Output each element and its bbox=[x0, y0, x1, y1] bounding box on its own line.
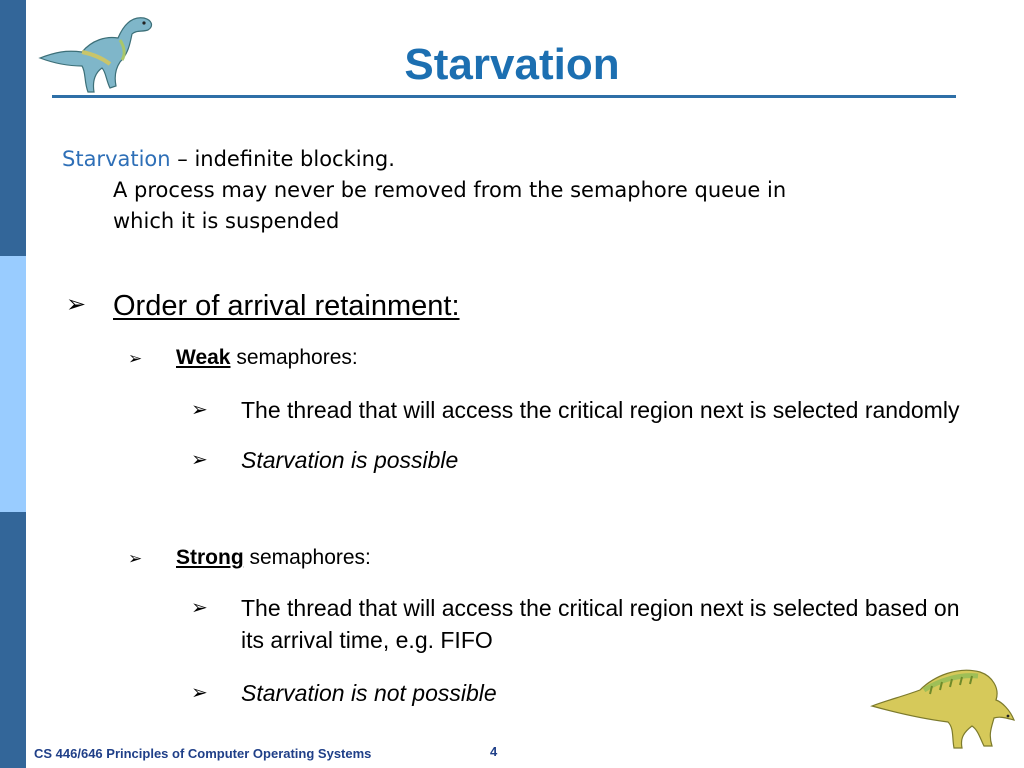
order-heading: Order of arrival retainment: bbox=[113, 290, 460, 322]
strong-label: semaphores: bbox=[243, 546, 371, 569]
definition-term: Starvation bbox=[62, 147, 171, 171]
definition-block bbox=[62, 144, 992, 237]
arrow-bullet-icon: ➢ bbox=[66, 291, 87, 318]
page-number: 4 bbox=[490, 744, 498, 759]
weak-keyword: Weak bbox=[176, 346, 231, 369]
dinosaur-crouching-icon bbox=[868, 660, 1018, 750]
strong-keyword: Strong bbox=[176, 546, 244, 569]
weak-label: semaphores: bbox=[230, 346, 358, 369]
title-underline bbox=[52, 95, 956, 98]
definition-text: – indefinite blocking. bbox=[170, 147, 395, 171]
arrow-bullet-icon: ➢ bbox=[191, 597, 208, 619]
strong-item-2-text: Starvation is not possible bbox=[241, 680, 497, 706]
side-bar-bottom bbox=[0, 512, 26, 768]
slide-title: Starvation bbox=[404, 40, 620, 89]
arrow-bullet-icon: ➢ bbox=[191, 399, 208, 421]
weak-item-2-text: Starvation is possible bbox=[241, 447, 459, 473]
arrow-bullet-icon: ➢ bbox=[128, 549, 143, 568]
strong-item-1-text: The thread that will access the critical region next is selected based on its arrival time, e.g. FIFO bbox=[241, 595, 960, 653]
definition-line-3: which it is suspended bbox=[113, 209, 340, 233]
weak-item-1-text: The thread that will access the critical region next is selected randomly bbox=[241, 397, 960, 423]
side-bar-middle bbox=[0, 256, 26, 512]
definition-line-2: A process may never be removed from the semaphore queue in bbox=[113, 178, 787, 202]
footer-course-title: CS 446/646 Principles of Computer Operating Systems bbox=[34, 746, 372, 761]
arrow-bullet-icon: ➢ bbox=[191, 449, 208, 471]
arrow-bullet-icon: ➢ bbox=[128, 349, 143, 368]
arrow-bullet-icon: ➢ bbox=[191, 682, 208, 704]
